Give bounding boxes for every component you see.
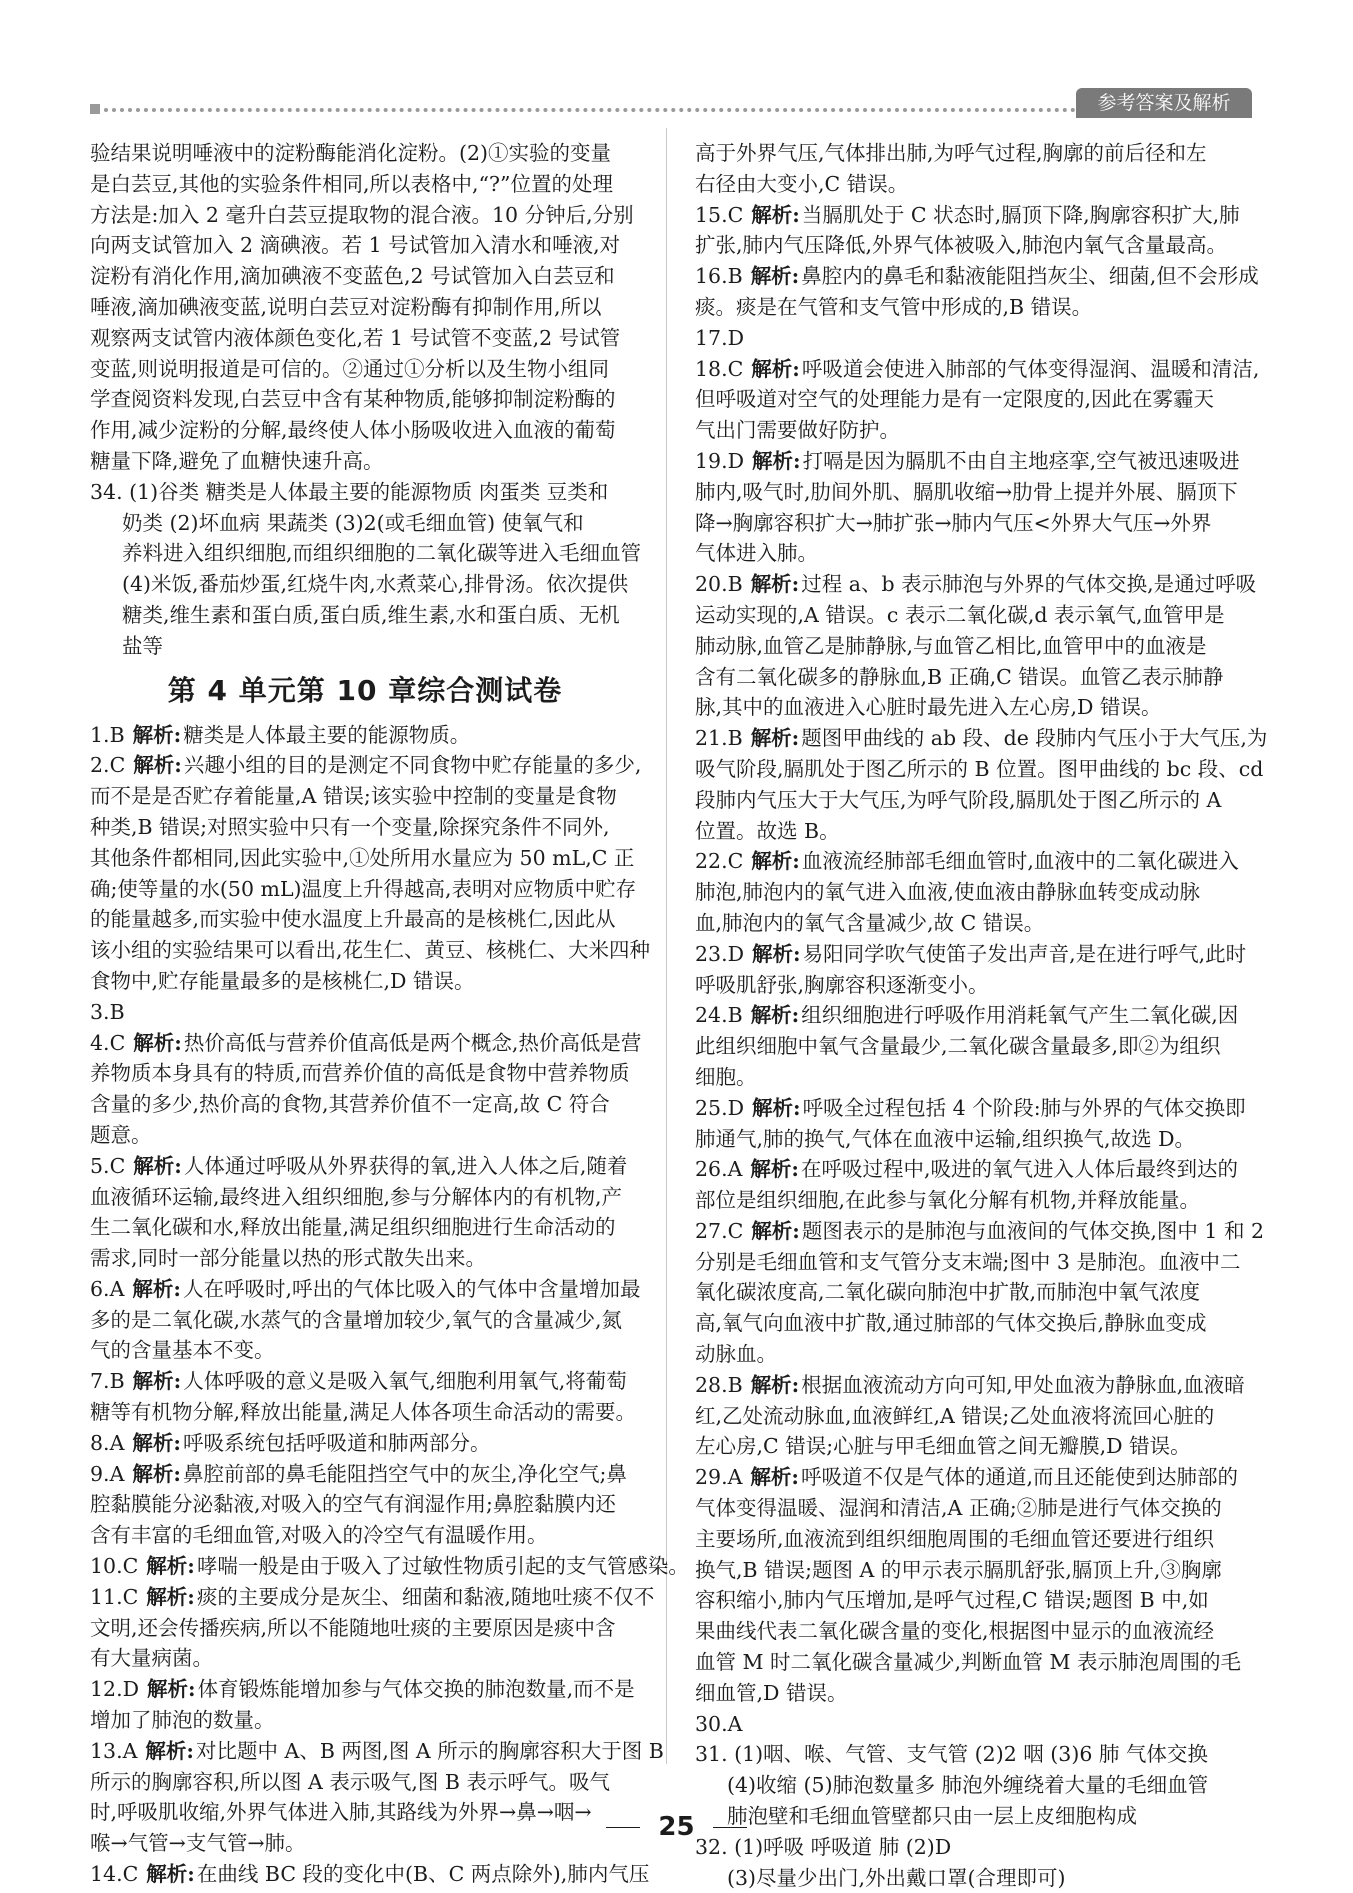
answer-first-line [90,1551,689,1582]
answer-choice: C [122,1584,139,1609]
explanation-label: 解析: [132,1461,181,1486]
answer-first-line [695,723,1268,754]
answer-number: 3. [90,999,110,1024]
answer-choice: C [109,753,126,778]
explanation-text: 呼吸系统包括呼吸道和肺两部分。 [182,1430,491,1455]
explanation-line: 细胞。 [695,1064,757,1089]
answer-item [695,323,1245,354]
explanation-text: 体育锻炼能增加参与气体交换的肺泡数量,而不是 [197,1677,635,1702]
page-number-dash-left [606,1827,640,1828]
answer-first-line [90,1859,650,1890]
explanation-label: 解析: [752,1095,801,1120]
answer-choice: A [727,1465,743,1490]
text-line: (4)收缩 (5)肺泡数量多 肺泡外缠绕着大量的毛细血管 [727,1773,1209,1798]
answer-item [90,1582,655,1674]
explanation-text: 在曲线 BC 段的变化中(B、C 两点除外),肺内气压 [196,1862,650,1887]
answer-number: 20. [695,572,728,597]
answer-choice: C [727,202,744,227]
text-line: (4)米饭,番茄炒蛋,红烧牛肉,水煮菜心,排骨汤。依次提供 [122,572,629,597]
explanation-line: 肺动脉,血管乙是肺静脉,与血管乙相比,血管甲中的血液是 [695,633,1207,658]
explanation-line: 血,肺泡内的氧气含量减少,故 C 错误。 [695,910,1045,935]
explanation-line: 确;使等量的水(50 mL)温度上升得越高,表明对应物质中贮存 [90,876,637,901]
answer-choice: B [727,572,743,597]
explanation-label: 解析: [750,1465,799,1490]
answer-item [695,354,1260,446]
explanation-line: 左心房,C 错误;心脏与甲毛细血管之间无瓣膜,D 错误。 [695,1434,1191,1459]
explanation-label: 解析: [751,202,800,227]
answer-number: 2. [90,753,110,778]
text-line: 唾液,滴加碘液变蓝,说明白芸豆对淀粉酶有抑制作用,所以 [90,294,602,319]
answer-first-line [695,846,1245,877]
answer-item [695,569,1257,723]
explanation-line: 腔黏膜能分泌黏液,对吸入的空气有润湿作用;鼻腔黏膜内还 [90,1492,616,1517]
answer-choice: C [109,1030,126,1055]
answer-number: 12. [90,1677,123,1702]
answer-first-line [90,720,640,751]
answer-first-line [695,1216,1265,1247]
answer-number: 19. [695,448,728,473]
answer-choice: B [109,722,125,747]
explanation-text: 易阳同学吹气使笛子发出声音,是在进行呼气,此时 [802,941,1247,966]
explanation-line: 该小组的实验结果可以看出,花生仁、黄豆、核桃仁、大米四种 [90,938,651,963]
text-line: 盐等 [122,633,163,658]
answer-first-line [695,354,1260,385]
explanation-line: 含有二氧化碳多的静脉血,B 正确,C 错误。血管乙表示肺静 [695,664,1224,689]
explanation-label: 解析: [752,941,801,966]
answer-item [695,846,1245,938]
explanation-label: 解析: [750,264,800,289]
explanation-text: 呼吸道不仅是气体的通道,而且还能使到达肺部的 [801,1465,1239,1490]
explanation-line: 文明,还会传播疾病,所以不能随地吐痰的主要原因是痰中含 [90,1615,616,1640]
text-line: 养料进入组织细胞,而组织细胞的二氧化碳等进入毛细血管 [122,541,642,566]
answer-first-line [695,1370,1245,1401]
text-line: 奶类 (2)坏血病 果蔬类 (3)2(或毛细血管) 使氧气和 [122,510,584,535]
answer-choice: A [122,1738,138,1763]
answer-first-line [695,1000,1245,1031]
answer-first-line [90,1674,640,1705]
answer-choice: B [109,1369,125,1394]
answer-choice: C [727,1218,744,1243]
answer-number: 1. [90,722,110,747]
explanation-text: 兴趣小组的目的是测定不同食物中贮存能量的多少, [183,753,642,778]
explanation-line: 但呼吸道对空气的处理能力是有一定限度的,因此在雾霾天 [695,387,1215,412]
answer-number: 11. [90,1584,123,1609]
answer-item [90,1674,640,1736]
answer-number: 21. [695,726,728,751]
answer-first-line [695,261,1259,292]
answer-choice: A [727,1711,743,1736]
answer-choice: D [727,1095,745,1120]
explanation-line: 主要场所,血液流到组织细胞周围的毛细血管还要进行组织 [695,1526,1215,1551]
answer-choice: C [122,1554,139,1579]
answer-first-line [695,569,1257,600]
text-line: 糖类,维生素和蛋白质,蛋白质,维生素,水和蛋白质、无机 [122,602,620,627]
explanation-label: 解析: [133,1030,182,1055]
answer-number: 16. [695,264,728,289]
answer-choice: A [109,1276,125,1301]
explanation-line: 其他条件都相同,因此实验中,①处所用水量应为 50 mL,C 正 [90,845,635,870]
explanation-line: 有大量病菌。 [90,1646,213,1671]
answer-choice: D [727,325,745,350]
header-tab: 参考答案及解析 [1076,88,1252,118]
explanation-line: 多的是二氧化碳,水蒸气的含量增加较少,氧气的含量减少,氮 [90,1307,623,1332]
explanation-text: 鼻腔内的鼻毛和黏液能阻挡灰尘、细菌,但不会形成 [801,264,1259,289]
explanation-text: 热价高低与营养价值高低是两个概念,热价高低是营 [183,1030,642,1055]
explanation-label: 解析: [133,753,182,778]
answer-number: 26. [695,1157,728,1182]
text-line: 32. (1)呼吸 呼吸道 肺 (2)D [695,1834,952,1859]
explanation-line: 降→胸廓容积扩大→肺扩张→肺内气压<外界大气压→外界 [695,510,1212,535]
answer-number: 17. [695,325,728,350]
explanation-line: 时,呼吸肌收缩,外界气体进入肺,其路线为外界→鼻→咽→ [90,1800,592,1825]
answer-choice: B [727,1003,743,1028]
answer-item [90,1551,689,1582]
answer-item [695,1216,1265,1370]
answer-choice: A [109,1430,125,1455]
explanation-line: 分别是毛细血管和支气管分支末端;图中 3 是肺泡。血液中二 [695,1249,1241,1274]
answer-first-line [695,1093,1245,1124]
explanation-label: 解析: [751,1218,800,1243]
answer-first-line [695,939,1245,970]
explanation-label: 解析: [132,1430,181,1455]
answer-number: 30. [695,1711,728,1736]
answer-number: 18. [695,356,728,381]
explanation-line: 氧化碳浓度高,二氧化碳向肺泡中扩散,而肺泡中氧气浓度 [695,1280,1201,1305]
answer-first-line [90,1028,640,1059]
explanation-label: 解析: [146,1554,195,1579]
answer-first-line [90,1582,655,1613]
explanation-label: 解析: [132,1369,182,1394]
explanation-line: 糖等有机物分解,释放出能量,满足人体各项生命活动的需要。 [90,1400,637,1425]
explanation-label: 解析: [750,1157,799,1182]
explanation-label: 解析: [750,572,800,597]
answer-number: 5. [90,1153,110,1178]
explanation-label: 解析: [751,849,800,874]
answer-item [695,1154,1245,1216]
explanation-text: 过程 a、b 表示肺泡与外界的气体交换,是通过呼吸 [801,572,1257,597]
answer-choice: C [122,1862,139,1887]
answer-choice: C [109,1153,126,1178]
answer-number: 23. [695,941,728,966]
answer-choice: B [727,264,743,289]
text-line: 向两支试管加入 2 滴碘液。若 1 号试管加入清水和唾液,对 [90,233,621,258]
explanation-line: 含有丰富的毛细血管,对吸入的冷空气有温暖作用。 [90,1523,548,1548]
explanation-line: 果曲线代表二氧化碳含量的变化,根据图中显示的血液流经 [695,1619,1215,1644]
explanation-label: 解析: [750,726,800,751]
explanation-text: 在呼吸过程中,吸进的氧气进入人体后最终到达的 [801,1157,1239,1182]
answer-item [90,1459,640,1551]
explanation-text: 人在呼吸时,呼出的气体比吸入的气体中含量增加最 [182,1276,641,1301]
text-line: 变蓝,则说明报道是可信的。②通过①分析以及生物小组同 [90,356,610,381]
explanation-line: 需求,同时一部分能量以热的形式散失出来。 [90,1246,487,1271]
answer-item [90,1428,640,1459]
answer-number: 28. [695,1372,728,1397]
answer-number: 6. [90,1276,110,1301]
explanation-text: 题图表示的是肺泡与血液间的气体交换,图中 1 和 2 [801,1218,1265,1243]
answer-first-line [90,1428,640,1459]
answer-first-line [90,997,640,1028]
page-number-dash-right [713,1827,747,1828]
explanation-label: 解析: [147,1677,196,1702]
explanation-line: 气体变得温暖、湿润和清洁,A 正确;②肺是进行气体交换的 [695,1496,1222,1521]
explanation-label: 解析: [145,1738,194,1763]
answer-item [90,997,640,1028]
explanation-line: 养物质本身具有的特质,而营养价值的高低是食物中营养物质 [90,1061,630,1086]
answer-number: 4. [90,1030,110,1055]
explanation-text: 人体通过呼吸从外界获得的氧,进入人体之后,随着 [183,1153,628,1178]
explanation-text: 人体呼吸的意义是吸入氧气,细胞利用氧气,将葡萄 [183,1369,627,1394]
explanation-line: 运动实现的,A 错误。c 表示二氧化碳,d 表示氧气,血管甲是 [695,602,1225,627]
answer-number: 13. [90,1738,123,1763]
text-line: 高于外界气压,气体排出肺,为呼气过程,胸廓的前后径和左 [695,141,1207,165]
explanation-label: 解析: [132,722,182,747]
explanation-text: 鼻腔前部的鼻毛能阻挡空气中的灰尘,净化空气;鼻 [182,1461,627,1486]
answer-choice: B [727,726,743,751]
answer-item [90,1028,640,1151]
explanation-line: 痰。痰是在气管和支气管中形成的,B 错误。 [695,294,1093,319]
header-dotted-rule [96,108,1076,112]
answer-first-line [695,323,1245,354]
answer-number: 22. [695,849,728,874]
explanation-line: 的能量越多,而实验中使水温度上升最高的是核桃仁,因此从 [90,907,616,932]
page-number [0,1812,1353,1842]
explanation-line: 肺泡,肺泡内的氧气进入血液,使血液由静脉血转变成动脉 [695,880,1201,905]
explanation-line: 扩张,肺内气压降低,外界气体被吸入,肺泡内氧气含量最高。 [695,233,1228,258]
answer-item [695,1093,1245,1155]
answer-first-line [90,1274,640,1305]
answer-item [695,261,1259,323]
answer-item [695,1462,1245,1708]
explanation-line: 气的含量基本不变。 [90,1338,275,1363]
explanation-text: 题图甲曲线的 ab 段、de 段肺内气压小于大气压,为 [801,726,1268,751]
answer-first-line [90,1151,640,1182]
text-line: 右径由大变小,C 错误。 [695,171,909,196]
answer-number: 27. [695,1218,728,1243]
explanation-line: 吸气阶段,膈肌处于图乙所示的 B 位置。图甲曲线的 bc 段、cd [695,756,1264,781]
answer-item [90,750,651,996]
explanation-text: 血液流经肺部毛细血管时,血液中的二氧化碳进入 [801,849,1239,874]
explanation-line: 食物中,贮存能量最多的是核桃仁,D 错误。 [90,968,475,993]
answer-number: 14. [90,1862,123,1887]
explanation-text: 当膈肌处于 C 状态时,膈顶下降,胸廓容积扩大,肺 [801,202,1240,227]
explanation-label: 解析: [750,1372,800,1397]
explanation-line: 换气,B 错误;题图 A 的甲示表示膈肌舒张,膈顶上升,③胸廓 [695,1557,1222,1582]
answer-item [90,1151,640,1274]
answer-item [695,1370,1245,1462]
explanation-line: 题意。 [90,1122,152,1147]
text-line: (3)尽量少出门,外出戴口罩(合理即可) [727,1865,1066,1890]
explanation-text: 呼吸道会使进入肺部的气体变得湿润、温暖和清洁, [801,356,1260,381]
text-line: 学查阅资料发现,白芸豆中含有某种物质,能够抑制淀粉酶的 [90,387,616,412]
answer-first-line [695,200,1245,231]
explanation-text: 根据血液流动方向可知,甲处血液为静脉血,血液暗 [801,1372,1245,1397]
explanation-line: 所示的胸廓容积,所以图 A 表示吸气,图 B 表示呼气。吸气 [90,1769,610,1794]
text-line: 验结果说明唾液中的淀粉酶能消化淀粉。(2)①实验的变量 [90,141,612,165]
explanation-text: 呼吸全过程包括 4 个阶段:肺与外界的气体交换即 [802,1095,1246,1120]
explanation-line: 种类,B 错误;对照实验中只有一个变量,除探究条件不同外, [90,814,610,839]
answer-number: 29. [695,1465,728,1490]
section-title: 第 4 单元第 10 章综合测试卷 [167,673,563,707]
left-continuation [90,138,640,477]
right-continuation [695,138,1245,200]
explanation-line: 生二氧化碳和水,释放出能量,满足组织细胞进行生命活动的 [90,1215,616,1240]
explanation-label: 解析: [133,1153,182,1178]
explanation-text: 糖类是人体最主要的能源物质。 [183,722,471,747]
answer-choice: D [727,448,745,473]
explanation-line: 肺内,吸气时,肋间外肌、膈肌收缩→肋骨上提并外展、膈顶下 [695,479,1238,504]
answer-first-line [90,1366,640,1397]
answer-item [695,1709,1245,1740]
explanation-line: 血液循环运输,最终进入组织细胞,参与分解体内的有机物,产 [90,1184,623,1209]
answer-item [695,1000,1245,1092]
explanation-text: 痰的主要成分是灰尘、细菌和黏液,随地吐痰不仅不 [196,1584,655,1609]
explanation-text: 打嗝是因为膈肌不由自主地痉挛,空气被迅速吸进 [802,448,1240,473]
explanation-line: 动脉血。 [695,1342,777,1367]
answer-number: 8. [90,1430,110,1455]
text-line: 34. (1)谷类 糖类是人体最主要的能源物质 肉蛋类 豆类和 [90,479,609,504]
explanation-line: 红,乙处流动脉血,血液鲜红,A 错误;乙处血液将流回心脏的 [695,1403,1215,1428]
answer-choice: C [727,356,744,381]
explanation-line: 位置。故选 B。 [695,818,840,843]
answer-choice: D [122,1677,140,1702]
explanation-label: 解析: [752,448,801,473]
explanation-text: 哮喘一般是由于吸入了过敏性物质引起的支气管感染。 [196,1554,689,1579]
text-line: 是白芸豆,其他的实验条件相同,所以表格中,“?”位置的处理 [90,171,613,196]
answer-choice: B [727,1372,743,1397]
explanation-text: 组织细胞进行呼吸作用消耗氧气产生二氧化碳,因 [801,1003,1239,1028]
answer-first-line [90,750,640,781]
explanation-text: 对比题中 A、B 两图,图 A 所示的胸廓容积大于图 B [196,1738,664,1763]
explanation-line: 喉→气管→支气管→肺。 [90,1831,306,1856]
answer-item [695,939,1245,1001]
right-answers [695,200,1268,1740]
column-divider [666,128,667,1764]
explanation-line: 血管 M 时二氧化碳含量减少,判断血管 M 表示肺泡周围的毛 [695,1650,1242,1675]
answer-first-line [90,1459,640,1490]
explanation-label: 解析: [146,1584,195,1609]
explanation-label: 解析: [146,1862,195,1887]
text-line: 31. (1)咽、喉、气管、支气管 (2)2 咽 (3)6 肺 气体交换 [695,1742,1208,1767]
text-line: 观察两支试管内液体颜色变化,若 1 号试管不变蓝,2 号试管 [90,325,621,350]
answer-choice: C [727,849,744,874]
answer-first-line [695,446,1245,477]
answer-first-line [695,1462,1245,1493]
explanation-line: 而不是是否贮存着能量,A 错误;该实验中控制的变量是食物 [90,784,617,809]
answer-item [695,723,1268,846]
answer-choice: D [727,941,745,966]
answer-number: 24. [695,1003,728,1028]
explanation-label: 解析: [750,1003,800,1028]
answer-item [695,446,1245,569]
page-number-value: 25 [658,1812,695,1842]
explanation-line: 高,氧气向血液中扩散,通过肺部的气体交换后,静脉血变成 [695,1311,1207,1336]
right-column [695,138,1268,1893]
answer-number: 15. [695,202,728,227]
answer-choice: B [109,999,125,1024]
answer-number: 10. [90,1554,123,1579]
answer-number: 7. [90,1369,110,1394]
explanation-line: 此组织细胞中氧气含量最少,二氧化碳含量最多,即②为组织 [695,1034,1221,1059]
explanation-line: 细血管,D 错误。 [695,1680,848,1705]
explanation-line: 脉,其中的血液进入心脏时最先进入左心房,D 错误。 [695,695,1162,720]
answer-item [90,1274,640,1366]
text-line: 作用,减少淀粉的分解,最终使人体小肠吸收进入血液的葡萄 [90,418,616,443]
explanation-line: 容积缩小,肺内气压增加,是呼气过程,C 错误;题图 B 中,如 [695,1588,1209,1613]
answer-choice: A [109,1461,125,1486]
explanation-line: 呼吸肌舒张,胸廓容积逐渐变小。 [695,972,989,997]
explanation-line: 增加了肺泡的数量。 [90,1708,275,1733]
explanation-label: 解析: [132,1276,181,1301]
answer-number: 25. [695,1095,728,1120]
answer-item [90,1366,640,1428]
answer-choice: A [727,1157,743,1182]
explanation-line: 气出门需要做好防护。 [695,418,900,443]
answer-item [90,720,640,751]
answer-first-line [695,1154,1245,1185]
answer-item [695,200,1245,262]
text-line: 肺泡壁和毛细血管壁都只由一层上皮细胞构成 [727,1804,1137,1829]
answer-number: 9. [90,1461,110,1486]
text-line: 糖量下降,避免了血糖快速升高。 [90,448,384,473]
question-34 [90,477,640,662]
explanation-label: 解析: [751,356,800,381]
answer-first-line [90,1736,664,1767]
text-line: 淀粉有消化作用,滴加碘液不变蓝色,2 号试管加入白芸豆和 [90,264,615,289]
explanation-line: 含量的多少,热价高的食物,其营养价值不一定高,故 C 符合 [90,1092,610,1117]
answer-first-line [695,1709,1245,1740]
explanation-line: 肺通气,肺的换气,气体在血液中运输,组织换气,故选 D。 [695,1126,1196,1151]
explanation-line: 部位是组织细胞,在此参与氧化分解有机物,并释放能量。 [695,1188,1201,1213]
explanation-line: 气体进入肺。 [695,541,818,566]
explanation-line: 段肺内气压大于大气压,为呼气阶段,膈肌处于图乙所示的 A [695,787,1222,812]
answer-item [90,1859,650,1890]
text-line: 方法是:加入 2 毫升白芸豆提取物的混合液。10 分钟后,分别 [90,202,634,227]
